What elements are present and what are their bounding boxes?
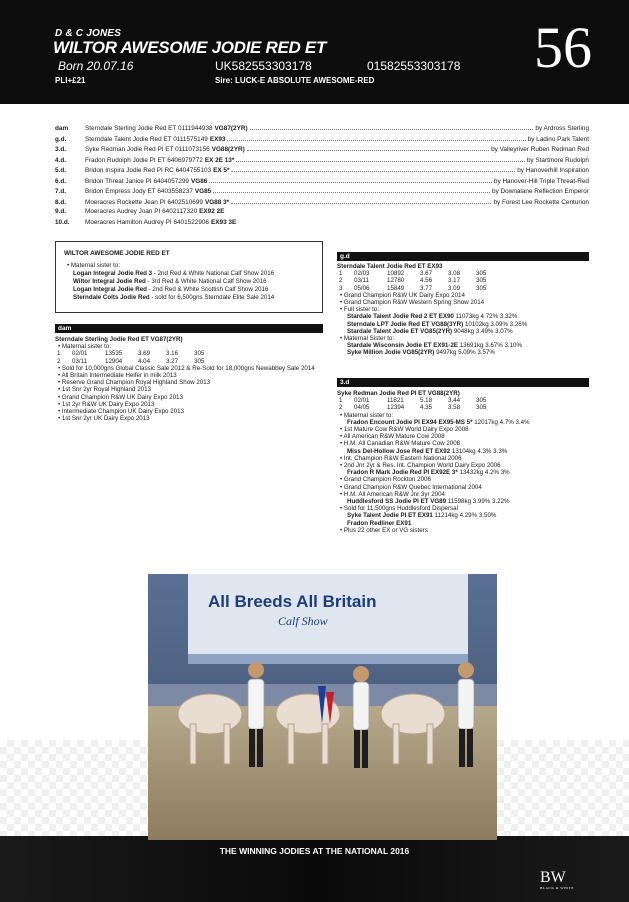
honour-item: • Grand Champion R&W UK Dairy Expo 2013 — [55, 394, 323, 401]
dam-name: Sterndale Sterling Jodie Red ET VG87(2YR) — [55, 336, 183, 343]
breeder-name: D & C JONES — [55, 28, 122, 39]
honour-item: • Grand Champion Rockton 2006 — [337, 476, 589, 483]
summary-title: WILTOR AWESOME JODIE RED ET — [64, 250, 170, 257]
pedigree-name: Bridon Empress Jody ET 6403558237 — [85, 188, 193, 195]
honour-item: • 1st Snr 2yr Royal Highland 2013 — [55, 386, 323, 393]
pedigree-row — [55, 177, 589, 188]
sister-record — [337, 469, 589, 476]
lactation-cell: 4.04 — [138, 357, 151, 365]
lactation-cell: 3.27 — [166, 357, 179, 365]
lactation-cell: 4.35 — [420, 404, 433, 412]
d3-name: Syke Redman Jodie Red PI ET VG88(2YR) — [337, 390, 460, 397]
sire-label: Sire: — [215, 76, 233, 85]
sister-name: Fradon Redliner EX91 — [347, 519, 412, 527]
sister-name: Fradon R Mark Jodie Red PI EX92E 3* — [347, 469, 458, 477]
summary-line-name: Sterndale Colts Jodie Red — [73, 294, 150, 301]
honour-item: • Int. Champion R&W Eastern National 2006 — [337, 455, 589, 462]
pedigree-relation: 9.d. — [55, 208, 67, 215]
pedigree-relation: 6.d. — [55, 177, 67, 185]
full-sister-label: • Full sister to: — [337, 306, 589, 313]
pedigree-sire: by Ladino Park Talent — [527, 135, 589, 143]
lactation-cell: 15849 — [387, 284, 405, 292]
lactation-cell: 03/11 — [354, 277, 370, 285]
lactation-cell: 3.67 — [420, 270, 433, 278]
pedigree-relation: g.d. — [55, 135, 67, 143]
pedigree-relation: 5.d. — [55, 167, 67, 174]
pedigree-row — [55, 166, 589, 177]
lactation-cell: 05/06 — [354, 284, 370, 292]
summary-line — [64, 278, 314, 286]
sister-name: Syke Million Jodie VG85(2YR) — [347, 349, 435, 357]
pedigree-relation: 10.d. — [55, 218, 70, 226]
leader-dots — [209, 177, 492, 183]
pedigree-row — [55, 135, 589, 146]
sister-name: Miss Del-Hollow Jose Red ET EX92 — [347, 447, 451, 455]
sister-stats: 13432kg 4.2% 3% — [457, 469, 510, 477]
pedigree-award: EX93 — [209, 135, 226, 143]
honour-item: • All American R&W Mature Cow 2008 — [337, 433, 589, 440]
pedigree-name: Sterndale Talent Jodie Red ET 0111575149 — [85, 135, 208, 143]
honour-item: • Grand Champion R&W Western Spring Show 2014 — [337, 299, 589, 306]
pedigree-name: Bridon Inspira Jodie Red PI RC 6404755103 — [85, 167, 212, 174]
lactation-row — [337, 270, 589, 277]
pedigree-sire: by Ardross Sterling — [535, 125, 589, 132]
honour-item: • 1st Snr 2yr UK Dairy Expo 2013 — [55, 415, 323, 422]
summary-line-note: - 2nd Red & White Scottish Calf Show 2016 — [146, 286, 269, 293]
sister-name: Sterndale LPT Jodie Red ET VG88(3YR) — [347, 320, 464, 328]
lactation-cell: 02/03 — [354, 270, 370, 278]
sister-name: Syke Talent Jodie PI ET EX91 — [347, 512, 433, 520]
leader-dots — [227, 135, 525, 141]
sister-stats: 13691kg 3.67% 3.10% — [458, 342, 523, 350]
pedigree-award: VG87(2YR) — [214, 125, 248, 132]
gd-details — [337, 263, 589, 357]
lactation-row — [337, 277, 589, 284]
sister-record — [337, 498, 589, 505]
pedigree-sire: by Valleyriver Ruben Redman Red — [491, 146, 589, 153]
pedigree-name: Sterndale Sterling Jodie Red ET 0111944938 — [85, 125, 213, 132]
pedigree-award: EX93 3E — [210, 218, 237, 226]
sire-name: LUCK-E ABSOLUTE AWESOME-RED — [235, 76, 375, 85]
sister-stats: 9497kg 5.09% 3.57% — [434, 349, 495, 357]
pedigree-relation: 8.d. — [55, 198, 67, 206]
lactation-row — [55, 358, 323, 365]
lactation-cell: 3.16 — [166, 350, 179, 358]
photo-banner-title: All Breeds All Britain — [208, 592, 377, 611]
sister-record — [337, 349, 589, 356]
summary-line — [64, 294, 314, 302]
summary-box — [55, 241, 323, 313]
leader-dots — [231, 166, 515, 172]
honour-item: • Intermediate Champion UK Dairy Expo 2013 — [55, 408, 323, 415]
leader-dots — [236, 156, 524, 162]
lot-header — [0, 0, 629, 104]
lactation-row — [55, 350, 323, 357]
maternal-label: • Maternal sister to: — [337, 412, 589, 419]
lactation-cell: 12904 — [105, 357, 123, 365]
lactation-cell: 3.69 — [138, 350, 151, 358]
honour-item: • 1st 2yr R&W UK Dairy Expo 2013 — [55, 401, 323, 408]
leader-dots — [213, 187, 490, 193]
photo-caption: THE WINNING JODIES AT THE NATIONAL 2016 — [219, 846, 410, 856]
lactation-cell: 305 — [476, 404, 487, 412]
lactation-cell: 305 — [476, 284, 487, 292]
lactation-cell: 11821 — [387, 397, 404, 405]
pedigree-award: VG88 3* — [204, 198, 230, 206]
honour-item: • All Britain Intermediate Heifer in milk 2013 — [55, 372, 323, 379]
honour-item: • Grand Champion R&W Quebec International 2004 — [337, 484, 589, 491]
lot-number: 56 — [534, 15, 592, 80]
maternal-label: • Maternal Sister to: — [337, 335, 589, 342]
lactation-row — [337, 285, 589, 292]
summary-line — [64, 286, 314, 294]
lactation-cell: 3.17 — [448, 277, 461, 285]
pli-value: PLI+£21 — [55, 76, 86, 85]
animal-name: WILTOR AWESOME JODIE RED ET — [53, 38, 327, 57]
sister-stats: 12017kg 4.7% 3.4% — [472, 418, 530, 426]
pedigree-row — [55, 124, 589, 135]
ear-tag-number: UK582553303178 — [215, 59, 312, 73]
pedigree-name: Moeracres Rockette Jean PI 6402510699 — [85, 198, 203, 206]
sister-record — [337, 512, 589, 519]
sister-record — [337, 419, 589, 426]
sister-name: Stardale Wisconsin Jodie ET EX91-2E — [347, 342, 459, 350]
summary-line — [64, 270, 314, 278]
lactation-cell: 4.56 — [420, 277, 433, 285]
pedigree-row — [55, 187, 589, 198]
summary-lines — [64, 270, 314, 302]
pedigree-award: VG85 — [194, 188, 212, 195]
lactation-cell: 3 — [339, 284, 343, 292]
lactation-cell: 04/05 — [354, 404, 370, 412]
leader-dots — [231, 198, 491, 204]
sister-record — [337, 520, 589, 527]
lactation-cell: 03/11 — [72, 357, 88, 365]
summary-line-note: - 3rd Red & White National Calf Show 2016 — [145, 278, 267, 285]
summary-maternal-label: • Maternal sister to: — [67, 262, 121, 269]
lactation-cell: 12394 — [387, 404, 405, 412]
maternal-label: • Maternal sister to: — [55, 343, 323, 350]
leader-dots — [250, 124, 534, 130]
lactation-cell: 305 — [476, 270, 487, 278]
sister-name: Stardale Talent Jodie Red 2 ET EX90 — [347, 313, 454, 321]
d3-details — [337, 390, 589, 534]
sale-note: • Sold for 10,000gns Global Classic Sale 2012 & Re-Sold for 18,000gns Newabbey Sale 2014 — [55, 365, 323, 372]
sister-stats: 10102kg 3.09% 3.26% — [463, 320, 528, 328]
sire-line — [215, 76, 374, 85]
pedigree-name: Moeracres Audrey Joan PI 6402117320 — [85, 208, 198, 215]
pedigree-relation: 4.d. — [55, 156, 67, 164]
pedigree-name: Bridon Threat Janice PI 6404057299 — [85, 177, 189, 185]
pedigree-sire: by Hanover-Hill Triple Threat-Red — [493, 177, 589, 185]
d3-section-bar: 3.d — [337, 378, 589, 387]
sister-name: Stardale Talent Jodie ET VG85(2YR) — [347, 327, 453, 335]
lactation-row — [337, 397, 589, 404]
pedigree-sire: by Startmore Rudolph — [526, 156, 589, 164]
summary-line-note: - 2nd Red & White National Calf Show 2016 — [152, 270, 275, 277]
pedigree-row — [55, 198, 589, 209]
pedigree-award: EX 5* — [213, 167, 230, 174]
honour-item: • 1st Mature Cow R&W World Dairy Expo 2008 — [337, 426, 589, 433]
lactation-cell: 3.09 — [448, 284, 461, 292]
lactation-cell: 2 — [339, 404, 343, 412]
lactation-cell: 13535 — [105, 350, 123, 358]
pedigree-award: VG86 — [190, 177, 208, 185]
lactation-cell: 3.77 — [420, 284, 433, 292]
lactation-cell: 02/01 — [354, 397, 370, 405]
sister-record — [337, 342, 589, 349]
bw-logo: BW BLACK & WHITE — [540, 869, 575, 890]
pedigree-sire: by Downalane Reflection Emperor — [492, 188, 589, 195]
sister-stats: 11073kg 4.72% 3.32% — [453, 313, 518, 321]
lactation-cell: 305 — [194, 357, 205, 365]
lactation-cell: 3.58 — [448, 404, 461, 412]
pedigree-relation: 3.d. — [55, 146, 67, 153]
honour-item: • H.M. All American R&W Jnr 3yr 2004 — [337, 491, 589, 498]
sister-stats: 11214kg 4.29% 3.50% — [432, 512, 497, 520]
lactation-cell: 2 — [57, 357, 61, 365]
summary-line-name: Wiltor Integral Jodie Red — [73, 278, 146, 285]
lactation-row — [337, 404, 589, 411]
calf-show-photo — [148, 574, 497, 840]
dam-section-bar: dam — [55, 324, 323, 333]
lactation-cell: 1 — [339, 397, 343, 405]
sister-name: Huddlesford SS Jodie PI ET VG89 — [347, 498, 447, 506]
pedigree-relation: dam — [55, 125, 69, 132]
summary-line-name: Logan Integral Jodie Red 3 — [73, 270, 153, 277]
honour-item: • Reserve Grand Champion Royal Highland Show 2013 — [55, 379, 323, 386]
lactation-cell: 12780 — [387, 277, 405, 285]
sister-stats: 9048kg 3.49% 3.07% — [452, 327, 513, 335]
gd-section-bar: g.d — [337, 252, 589, 261]
pedigree-row — [55, 208, 589, 219]
lactation-cell: 3.44 — [448, 397, 461, 405]
herdbook-number: 01582553303178 — [367, 59, 461, 73]
gd-name: Sterndale Talent Jodie Red ET EX93 — [337, 263, 443, 270]
leader-dots — [247, 145, 489, 151]
sister-record — [337, 313, 589, 320]
sister-stats: 11598kg 3.99% 3.22% — [446, 498, 510, 506]
pedigree-row — [55, 219, 589, 230]
pedigree-award: VG88(2YR) — [211, 146, 245, 153]
pedigree-award: EX92 2E — [199, 208, 225, 215]
dam-details — [55, 336, 323, 422]
lactation-cell: 02/01 — [72, 350, 88, 358]
pedigree-award: EX 2E 13* — [204, 156, 235, 164]
sister-name: Fradon Encount Jodie PI EX94 EX95-MS 5* — [347, 418, 473, 426]
lactation-cell: 305 — [194, 350, 205, 358]
sister-record — [337, 328, 589, 335]
honour-item: • Sold for 11,500gns Huddlesford Dispersal — [337, 505, 589, 512]
pedigree-sire: by Hanoverhill Inspiration — [517, 167, 589, 174]
lactation-cell: 5.18 — [420, 397, 433, 405]
pedigree-name: Fradon Rudolph Jodie PI ET 6406979772 — [85, 156, 203, 164]
pedigree-relation: 7.d. — [55, 188, 67, 195]
pedigree-row — [55, 156, 589, 167]
honour-item: • Grand Champion R&W UK Dairy Expo 2014 — [337, 292, 589, 299]
honour-item: • 2nd Jnr 2yr & Res. Int. Champion World Dairy Expo 2006 — [337, 462, 589, 469]
lactation-cell: 10892 — [387, 270, 405, 278]
photo-banner-subtitle: Calf Show — [278, 614, 328, 628]
honour-item: • H.M. All Canadian R&W Mature Cow 2008 — [337, 440, 589, 447]
lactation-cell: 305 — [476, 277, 487, 285]
lactation-cell: 2 — [339, 277, 343, 285]
sister-record — [337, 448, 589, 455]
sister-stats: 13104kg 4.3% 3.3% — [450, 447, 508, 455]
sister-record — [337, 321, 589, 328]
birth-date: Born 20.07.16 — [58, 59, 134, 73]
lactation-cell: 1 — [339, 270, 343, 278]
pedigree-name: Moeracres Hamilton Audrey PI 6401522906 — [85, 218, 209, 226]
pedigree-sire: by Forest Lee Rockette Centurion — [493, 198, 589, 206]
summary-line-note: - sold for 6,500gns Sterndale Elite Sale 2014 — [149, 294, 275, 301]
lactation-cell: 3.08 — [448, 270, 461, 278]
honour-item: • Plus 22 other EX or VG sisters — [337, 527, 589, 534]
pedigree-name: Syke Redman Jodie Red PI ET 0111073156 — [85, 146, 210, 153]
pedigree-row — [55, 145, 589, 156]
lactation-cell: 305 — [476, 397, 487, 405]
lactation-cell: 1 — [57, 350, 61, 358]
pedigree-list — [55, 124, 589, 229]
summary-line-name: Logan Integral Jodie Red — [73, 286, 147, 293]
